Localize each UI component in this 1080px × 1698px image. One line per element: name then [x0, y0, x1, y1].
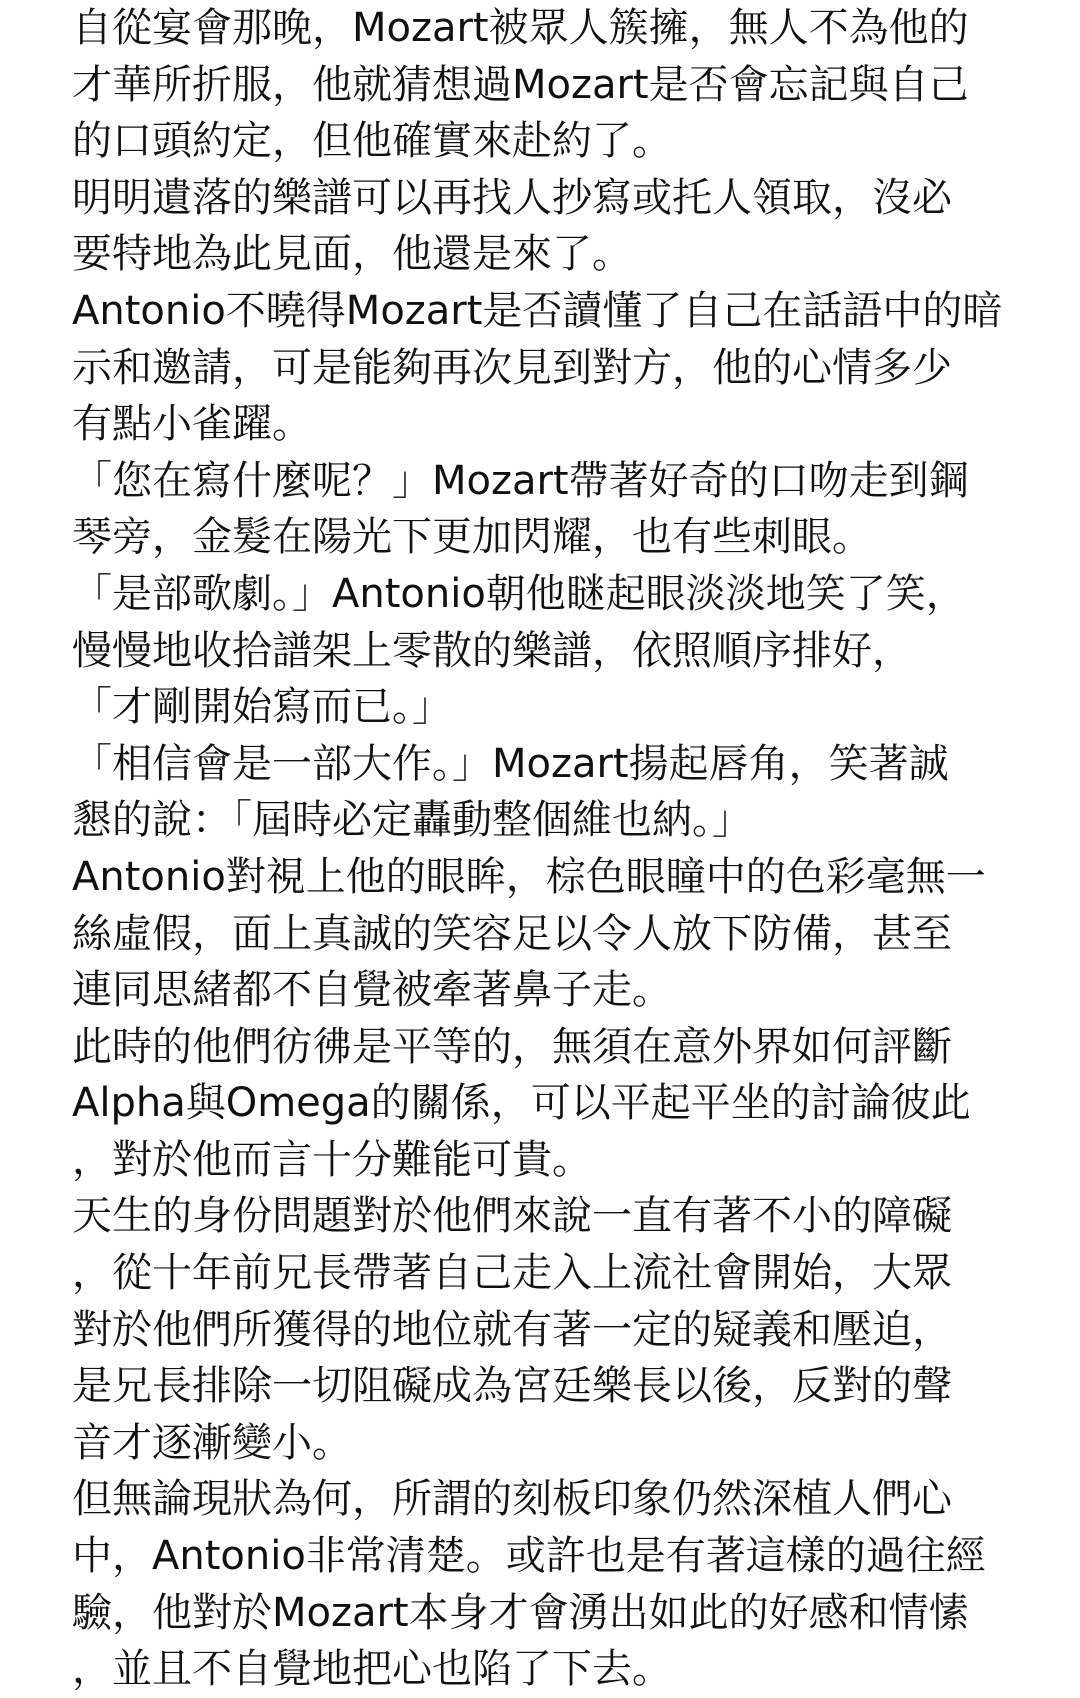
- text-line: 是兄長排除一切阻礙成為宮廷樂長以後，反對的聲: [72, 1363, 952, 1410]
- text-line: 天生的身份問題對於他們來說一直有著不小的障礙: [72, 1193, 952, 1240]
- text-line: 「是部歌劇。」Antonio朝他瞇起眼淡淡地笑了笑，: [72, 570, 966, 617]
- text-line: 示和邀請，可是能夠再次見到對方，他的心情多少: [72, 344, 952, 391]
- text-line: 才華所折服，他就猜想過Mozart是否會忘記與自己: [72, 61, 969, 108]
- text-line: 「您在寫什麼呢？」Mozart帶著好奇的口吻走到鋼: [72, 457, 969, 504]
- text-line: 自從宴會那晚，Mozart被眾人簇擁，無人不為他的: [72, 5, 969, 51]
- text-line: Alpha與Omega的關係，可以平起平坐的討論彼此: [72, 1080, 971, 1127]
- text-line: 「才剛開始寫而已。」: [72, 684, 452, 731]
- text-line: 的口頭約定，但他確實來赴約了。: [72, 118, 672, 165]
- text-line: ，對於他而言十分難能可貴。: [72, 1136, 592, 1183]
- text-line: Antonio對視上他的眼眸，棕色眼瞳中的色彩毫無一: [72, 853, 986, 900]
- text-line: 中，Antonio非常清楚。或許也是有著這樣的過往經: [72, 1533, 986, 1580]
- text-line: 懇的說：「屆時必定轟動整個維也納。」: [72, 797, 752, 844]
- text-line: 但無論現狀為何，所謂的刻板印象仍然深植人們心: [72, 1476, 952, 1523]
- text-line: 連同思緒都不自覺被牽著鼻子走。: [72, 967, 672, 1014]
- text-line: Antonio不曉得Mozart是否讀懂了自己在話語中的暗: [72, 287, 1003, 334]
- text-line: 要特地為此見面，他還是來了。: [72, 231, 632, 278]
- text-line: 音才逐漸變小。: [72, 1419, 352, 1466]
- text-line: 琴旁，金髮在陽光下更加閃耀，也有些刺眼。: [72, 514, 872, 561]
- text-line: 慢慢地收拾譜架上零散的樂譜，依照順序排好，: [72, 627, 912, 674]
- text-line: 有點小雀躍。: [72, 401, 312, 448]
- text-line: 驗，他對於Mozart本身才會湧出如此的好感和情愫: [72, 1589, 969, 1636]
- text-line: 明明遺落的樂譜可以再找人抄寫或托人領取，沒必: [72, 174, 952, 221]
- story-text-body: [72, 0, 1012, 1698]
- text-line: 「相信會是一部大作。」Mozart揚起唇角，笑著誠: [72, 740, 949, 787]
- text-line: ，並且不自覺地把心也陷了下去。: [72, 1646, 672, 1693]
- text-line: ，從十年前兄長帶著自己走入上流社會開始，大眾: [72, 1250, 952, 1297]
- text-line: 此時的他們彷彿是平等的，無須在意外界如何評斷: [72, 1023, 952, 1070]
- text-line: 對於他們所獲得的地位就有著一定的疑義和壓迫，: [72, 1306, 952, 1353]
- text-line: 絲虛假，面上真誠的笑容足以令人放下防備，甚至: [72, 910, 952, 957]
